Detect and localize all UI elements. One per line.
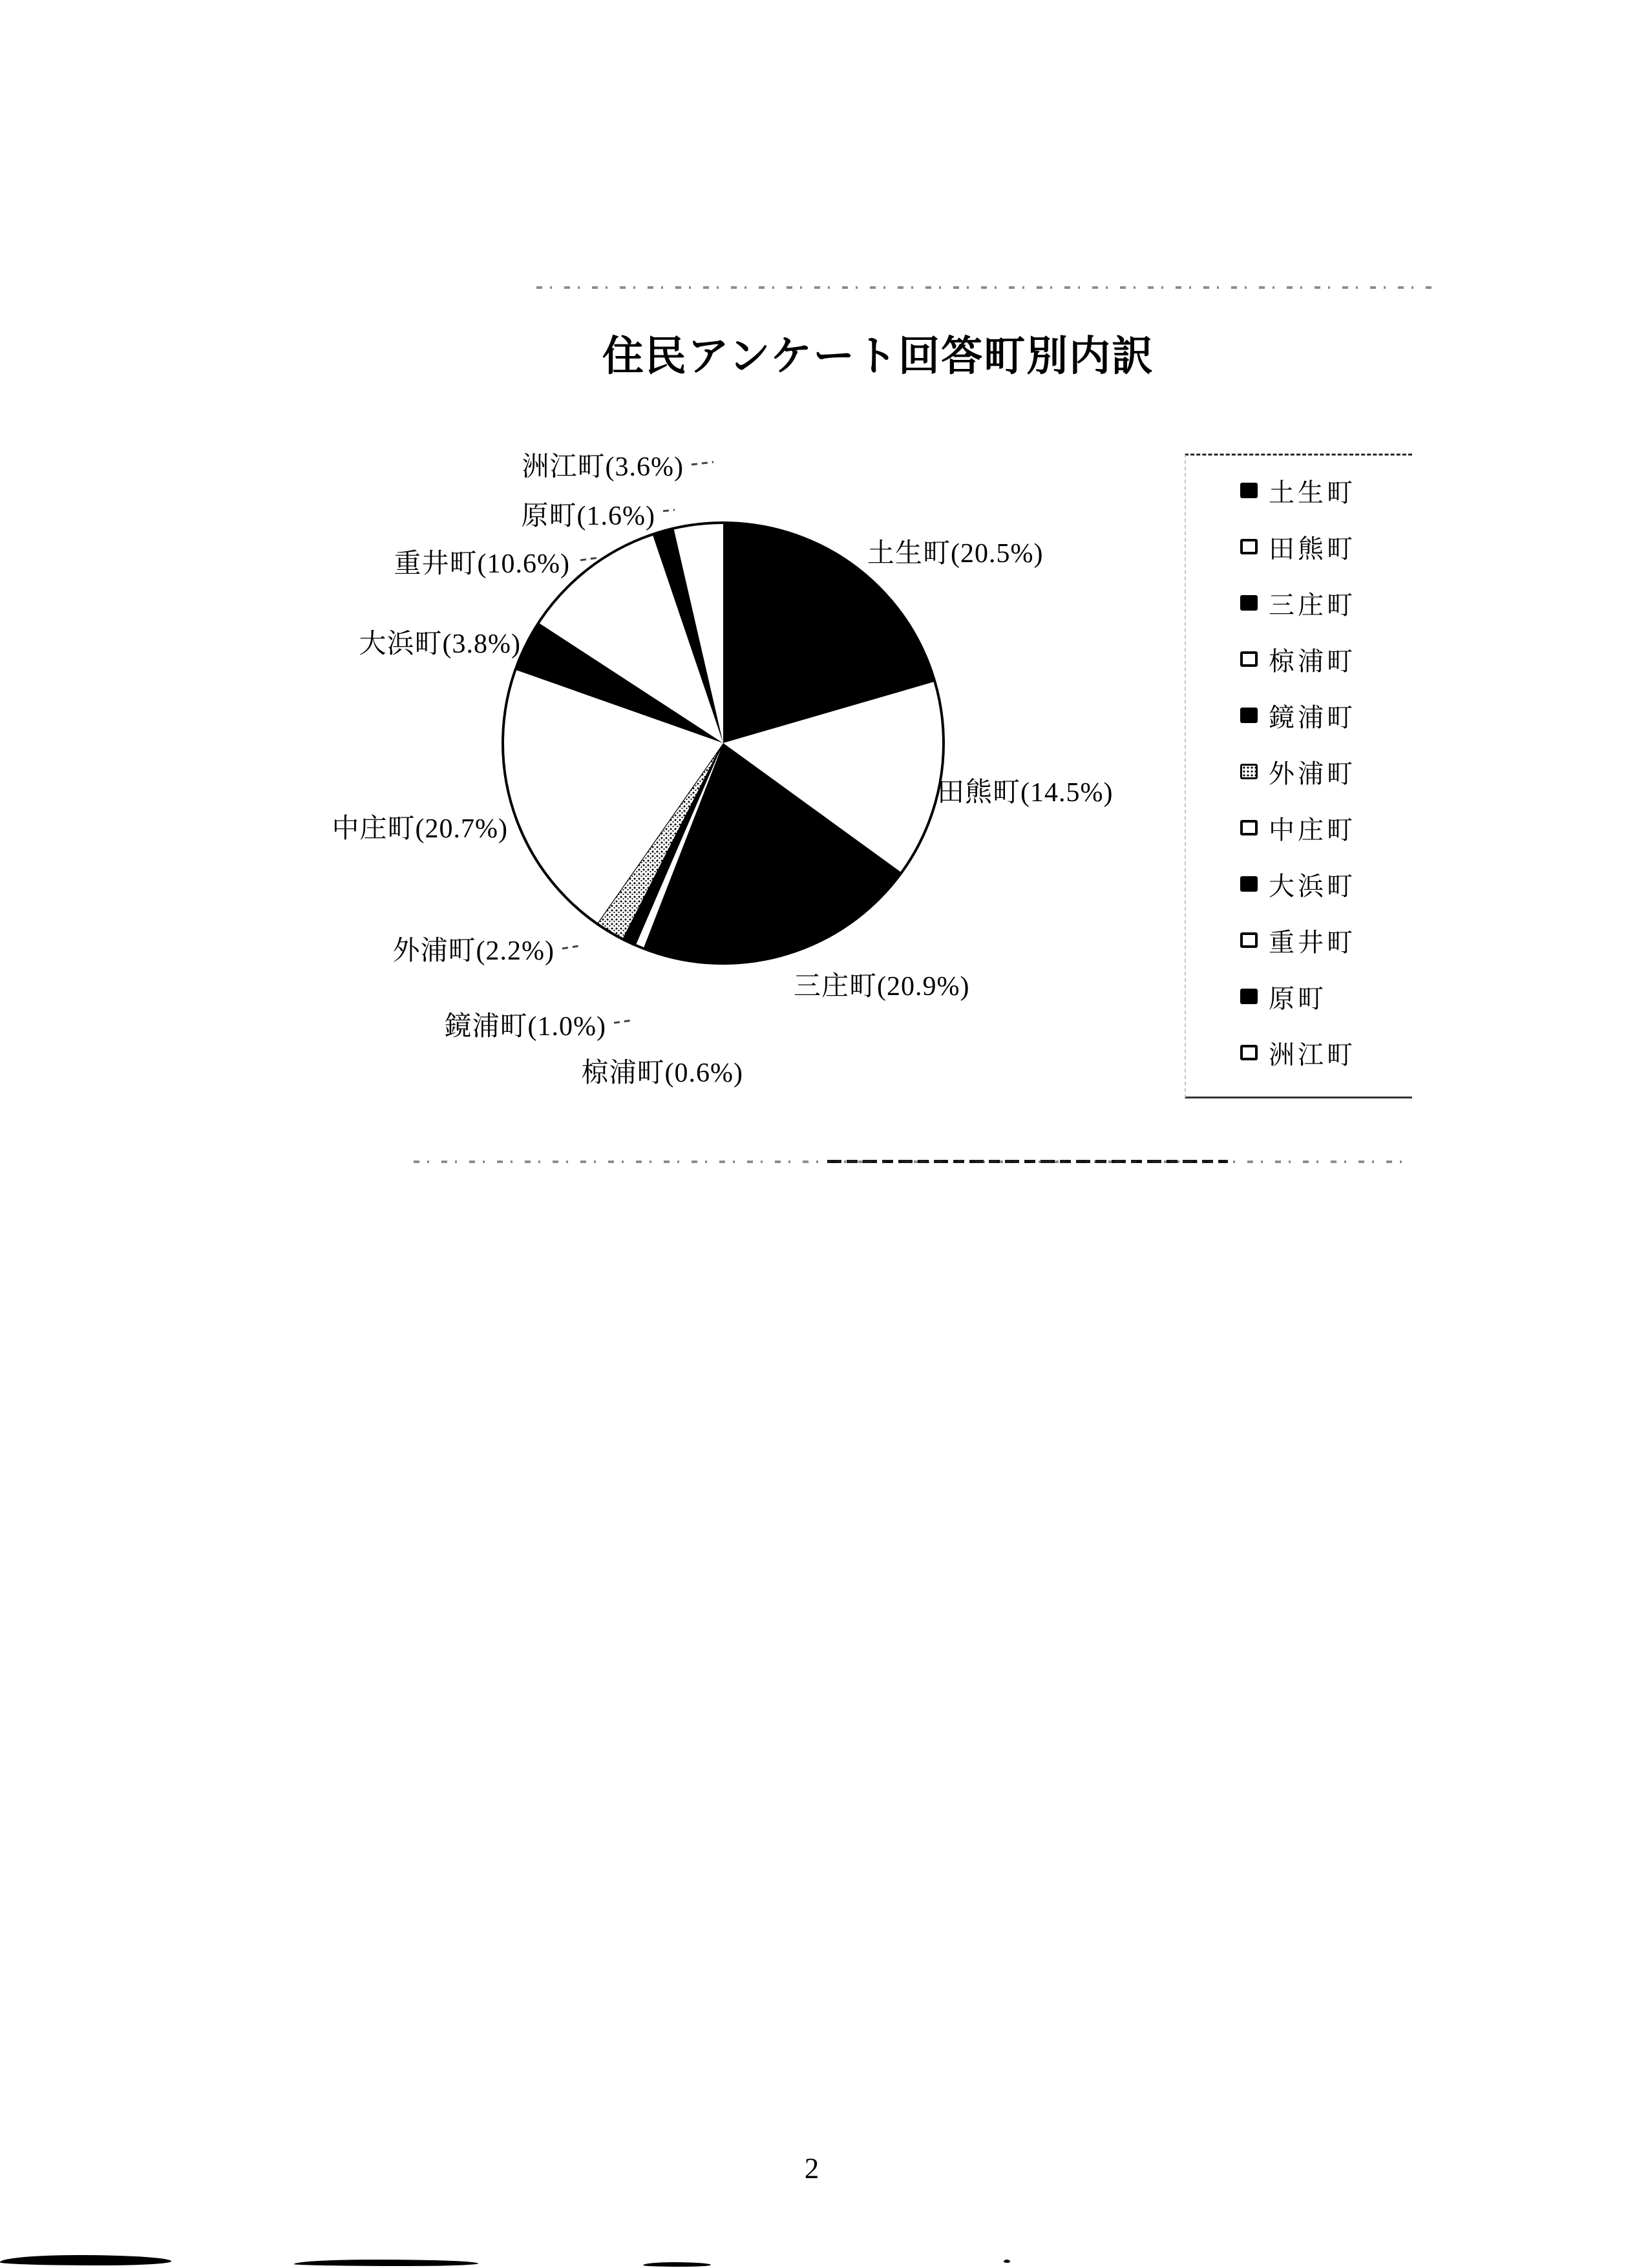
pie-label-三庄町: 三庄町(20.9%): [794, 972, 970, 1002]
legend-marker-black-square: [1240, 483, 1258, 498]
legend-marker-white-square: [1240, 1045, 1258, 1060]
legend-item-鏡浦町: [1240, 700, 1356, 731]
pie-label-中庄町: 中庄町(20.7%): [332, 814, 508, 844]
legend-item-椋浦町: [1240, 644, 1356, 675]
legend-marker-black-square: [1240, 708, 1258, 723]
chart-legend: [1185, 454, 1412, 1098]
leader-tick-原町: [663, 510, 675, 511]
legend-marker-white-square: [1240, 820, 1258, 835]
leader-tick-外浦町: [562, 946, 579, 949]
legend-item-中庄町: [1240, 812, 1356, 843]
leader-tick-重井町: [580, 558, 598, 560]
scan-smudge: [294, 2260, 478, 2266]
legend-marker-white-square: [1240, 932, 1258, 948]
scan-artifact-line-bottom-dark: [827, 1160, 1228, 1163]
legend-label: 土生町: [1269, 478, 1356, 507]
legend-label: 外浦町: [1269, 759, 1356, 788]
pie-label-原町: 原町(1.6%): [521, 501, 655, 531]
legend-item-土生町: [1240, 475, 1356, 506]
legend-label: 重井町: [1269, 927, 1356, 957]
legend-marker-black-square: [1240, 876, 1258, 892]
leader-tick-鏡浦町: [614, 1020, 632, 1023]
legend-item-重井町: [1240, 925, 1356, 956]
legend-item-洲江町: [1240, 1037, 1356, 1068]
legend-label: 鏡浦町: [1269, 702, 1356, 732]
pie-label-大浜町: 大浜町(3.8%): [359, 629, 521, 659]
legend-item-原町: [1240, 981, 1327, 1012]
pie-label-鏡浦町: 鏡浦町(1.0%): [444, 1012, 606, 1042]
legend-marker-black-square: [1240, 595, 1258, 611]
pie-label-重井町: 重井町(10.6%): [394, 549, 570, 579]
pie-label-田熊町: 田熊町(14.5%): [937, 778, 1114, 808]
legend-label: 椋浦町: [1269, 646, 1356, 676]
pie-label-外浦町: 外浦町(2.2%): [392, 936, 555, 966]
legend-label: 原町: [1269, 983, 1327, 1013]
legend-item-田熊町: [1240, 531, 1356, 562]
legend-marker-stipple-square: [1240, 764, 1258, 779]
pie-label-土生町: 土生町(20.5%): [867, 539, 1044, 569]
leader-tick-洲江町: [692, 462, 713, 465]
legend-item-大浜町: [1240, 868, 1356, 899]
legend-label: 中庄町: [1269, 815, 1356, 845]
page-number: 2: [804, 2152, 819, 2185]
legend-marker-black-square: [1240, 989, 1258, 1004]
scan-smudge: [643, 2262, 711, 2267]
pie-label-椋浦町: 椋浦町(0.6%): [581, 1058, 743, 1088]
legend-label: 大浜町: [1269, 871, 1356, 901]
scan-smudge: [1004, 2260, 1010, 2263]
legend-label: 田熊町: [1269, 534, 1356, 563]
legend-marker-white-square: [1240, 651, 1258, 667]
legend-label: 三庄町: [1269, 590, 1356, 620]
chart-title: 住民アンケート回答町別内訳: [602, 333, 1155, 379]
pie-label-洲江町: 洲江町(3.6%): [522, 452, 684, 482]
legend-item-外浦町: [1240, 756, 1356, 787]
scan-smudge: [0, 2255, 171, 2265]
legend-item-三庄町: [1240, 587, 1356, 618]
legend-marker-white-square: [1240, 539, 1258, 554]
legend-label: 洲江町: [1269, 1040, 1356, 1069]
pie-slices: [503, 523, 944, 963]
